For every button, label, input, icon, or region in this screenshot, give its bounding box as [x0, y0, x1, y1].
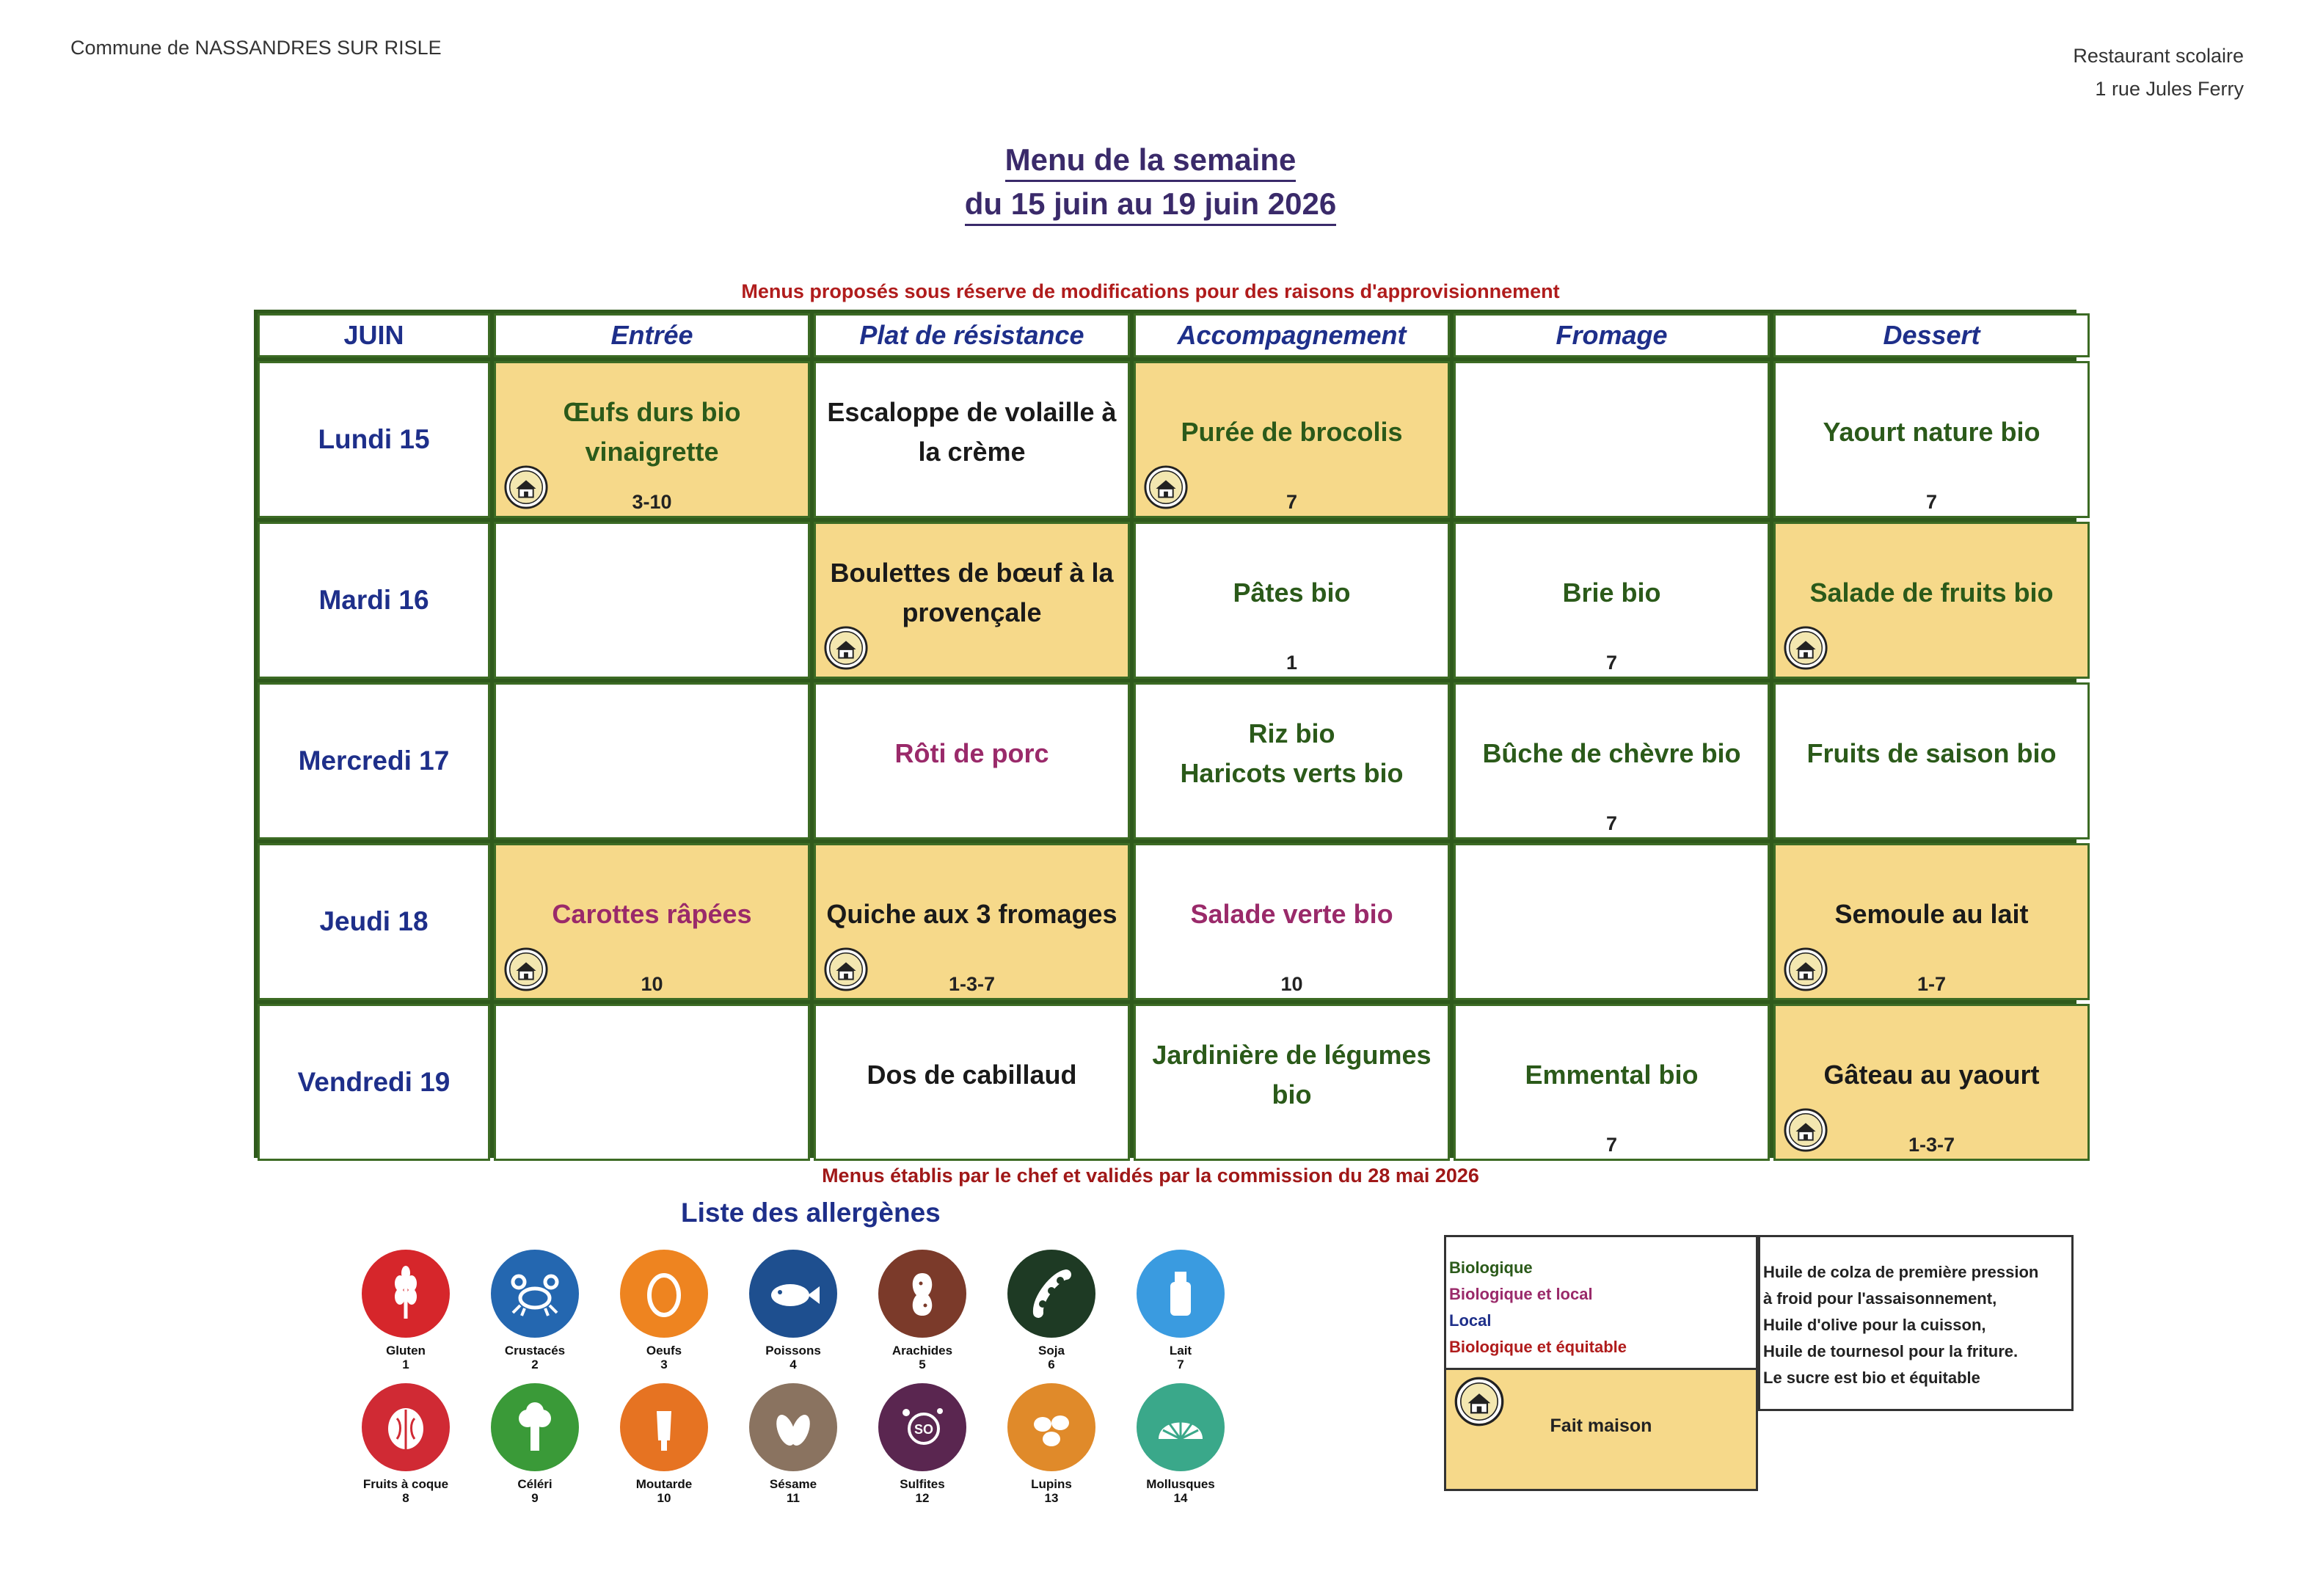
col-header-month: JUIN — [258, 313, 490, 357]
allergen-codes: 3-10 — [632, 491, 672, 513]
allergen-codes: 10 — [1280, 973, 1303, 995]
dish-line-1: Emmental bio — [1525, 1060, 1699, 1090]
menu-cell-entree — [494, 361, 810, 518]
commune-name: Commune de NASSANDRES SUR RISLE — [70, 37, 442, 59]
dish-line-1: Carottes râpées — [552, 899, 752, 929]
dish-line-1: Dos de cabillaud — [867, 1060, 1077, 1090]
legend-oil-line-5: Le sucre est bio et équitable — [1763, 1369, 1980, 1387]
menu-cell-plat — [814, 1004, 1130, 1161]
allergen-number: 11 — [787, 1491, 800, 1505]
allergen-codes: 1-7 — [1917, 973, 1947, 995]
allergen-codes: 7 — [1286, 491, 1298, 513]
menu-cell-accompagnement — [1134, 682, 1450, 839]
day-label: Lundi 15 — [258, 361, 490, 518]
legend-bio-local: Biologique et local — [1449, 1285, 1593, 1303]
dish-name — [1180, 714, 1403, 793]
dish-line-1: Brie bio — [1562, 577, 1661, 608]
day-label: Mardi 16 — [258, 522, 490, 679]
menu-cell-fromage — [1454, 361, 1770, 518]
dish-line-1: Purée de brocolis — [1181, 417, 1403, 447]
legend-oil-line-3: Huile d'olive pour la cuisson, — [1763, 1316, 1986, 1334]
allergen-codes: 7 — [1925, 491, 1938, 513]
allergen-item — [864, 1383, 981, 1505]
menu-cell-fromage — [1454, 682, 1770, 839]
legend-fait-maison — [1444, 1368, 1758, 1491]
allergen-item — [734, 1383, 852, 1505]
menu-cell-plat — [814, 522, 1130, 679]
fait-maison-icon — [1783, 625, 1828, 671]
dish-name — [564, 393, 741, 472]
allergen-codes: 1 — [1286, 652, 1298, 674]
dish-line-1: Yaourt nature bio — [1823, 417, 2041, 447]
allergen-name: Lupins — [1031, 1477, 1072, 1491]
allergen-name: Moutarde — [635, 1477, 693, 1491]
sesame-icon — [749, 1383, 837, 1471]
dish-line-2: vinaigrette — [585, 437, 719, 467]
dish-name — [1525, 1055, 1698, 1095]
allergen-name: Sésame — [769, 1477, 817, 1491]
legend-fait-maison-label: Fait maison — [1550, 1415, 1652, 1436]
shell-icon — [1137, 1383, 1225, 1471]
dish-name — [1834, 894, 2028, 934]
dish-line-1: Gâteau au yaourt — [1823, 1060, 2040, 1090]
dish-line-2: Haricots verts bio — [1180, 758, 1404, 788]
allergen-number: 14 — [1173, 1491, 1188, 1505]
allergen-item — [864, 1250, 981, 1371]
allergen-number: 9 — [531, 1491, 539, 1505]
dish-name — [894, 734, 1049, 773]
menu-cell-dessert — [1773, 682, 2090, 839]
legend-oils — [1758, 1235, 2074, 1411]
dish-line-1: Pâtes bio — [1233, 577, 1351, 608]
celery-icon — [491, 1383, 579, 1471]
allergens-title: Liste des allergènes — [681, 1198, 941, 1228]
menu-cell-fromage — [1454, 1004, 1770, 1161]
dish-name — [867, 1055, 1076, 1095]
dish-name — [1190, 894, 1393, 934]
col-header-dessert: Dessert — [1773, 313, 2090, 357]
menu-cell-accompagnement — [1134, 361, 1450, 518]
menu-cell-dessert — [1773, 1004, 2090, 1161]
egg-icon — [620, 1250, 708, 1338]
allergen-codes: 10 — [641, 973, 663, 995]
allergen-name: Soja — [1038, 1344, 1065, 1358]
legend-local: Local — [1449, 1311, 1492, 1330]
dish-name — [1809, 573, 2053, 613]
menu-cell-plat — [814, 361, 1130, 518]
dish-line-1: Boulettes de bœuf à la — [830, 558, 1114, 588]
dish-name — [552, 894, 751, 934]
fait-maison-icon — [823, 625, 869, 671]
menu-cell-plat — [814, 843, 1130, 1000]
allergen-item — [734, 1250, 852, 1371]
dish-line-1: Semoule au lait — [1834, 899, 2029, 929]
dish-name — [1823, 1055, 2039, 1095]
dish-name — [1181, 412, 1402, 452]
menu-table — [254, 310, 2076, 1158]
top-note: Menus proposés sous réserve de modifications pour des raisons d'approvisionnement — [741, 280, 1560, 302]
allergen-number: 3 — [660, 1358, 668, 1371]
legend-oil-line-4: Huile de tournesol pour la friture. — [1763, 1342, 2019, 1360]
allergen-number: 8 — [402, 1491, 409, 1505]
allergen-item — [605, 1250, 723, 1371]
allergen-number: 12 — [915, 1491, 930, 1505]
allergen-codes: 7 — [1605, 652, 1618, 674]
dish-line-1: Escaloppe de volaille à — [827, 397, 1117, 427]
allergen-item — [993, 1250, 1110, 1371]
mustard-icon — [620, 1383, 708, 1471]
dish-line-2: la crème — [918, 437, 1026, 467]
walnut-icon — [362, 1383, 450, 1471]
allergen-name: Arachides — [891, 1344, 953, 1358]
menu-cell-dessert — [1773, 522, 2090, 679]
restaurant-name: Restaurant scolaire — [2073, 45, 2244, 67]
allergen-name: Oeufs — [646, 1344, 682, 1358]
allergen-name: Crustacés — [504, 1344, 566, 1358]
menu-cell-fromage — [1454, 522, 1770, 679]
legend-bio-equitable: Biologique et équitable — [1449, 1338, 1627, 1356]
restaurant-street: 1 rue Jules Ferry — [2095, 78, 2244, 100]
allergen-item — [476, 1383, 594, 1505]
allergen-item — [347, 1383, 464, 1505]
allergen-item — [1122, 1250, 1239, 1371]
allergen-item — [605, 1383, 723, 1505]
menu-cell-entree — [494, 843, 810, 1000]
wheat-icon — [362, 1250, 450, 1338]
dish-name — [1562, 573, 1660, 613]
day-label: Jeudi 18 — [258, 843, 490, 1000]
dish-line-1: Œufs durs bio — [563, 397, 741, 427]
allergen-number: 5 — [919, 1358, 926, 1371]
menu-cell-accompagnement — [1134, 522, 1450, 679]
allergen-item — [347, 1250, 464, 1371]
fish-icon — [749, 1250, 837, 1338]
allergen-codes: 1-3-7 — [1908, 1134, 1955, 1156]
dish-name — [826, 894, 1117, 934]
allergen-name: Mollusques — [1146, 1477, 1215, 1491]
dish-line-1: Quiche aux 3 fromages — [826, 899, 1117, 929]
col-header-plat: Plat de résistance — [814, 313, 1130, 357]
allergen-number: 10 — [657, 1491, 671, 1505]
svg-text:SO: SO — [914, 1422, 934, 1437]
dish-name — [830, 553, 1113, 633]
allergen-name: Céléri — [517, 1477, 553, 1491]
day-label: Vendredi 19 — [258, 1004, 490, 1161]
menu-cell-dessert — [1773, 843, 2090, 1000]
bottom-note: Menus établis par le chef et validés par la commission du 28 mai 2026 — [822, 1165, 1479, 1187]
fait-maison-icon — [1783, 1107, 1828, 1153]
menu-cell-entree — [494, 1004, 810, 1161]
col-header-entree: Entrée — [494, 313, 810, 357]
allergen-item — [1122, 1383, 1239, 1505]
page-title — [0, 138, 2301, 226]
dish-name — [827, 393, 1116, 472]
allergen-name: Sulfites — [900, 1477, 945, 1491]
lupin-icon — [1007, 1383, 1095, 1471]
dish-name — [1152, 1035, 1431, 1115]
legend-oil-line-2: à froid pour l'assaisonnement, — [1763, 1289, 1997, 1308]
menu-cell-plat — [814, 682, 1130, 839]
col-header-fromage: Fromage — [1454, 313, 1770, 357]
allergen-number: 13 — [1044, 1491, 1059, 1505]
dish-line-1: Jardinière de légumes — [1152, 1040, 1432, 1070]
dish-line-1: Rôti de porc — [894, 738, 1049, 768]
allergen-name: Gluten — [386, 1344, 426, 1358]
fait-maison-icon — [823, 947, 869, 992]
title-line-1: Menu de la semaine — [1005, 140, 1297, 182]
allergen-codes: 1-3-7 — [948, 973, 996, 995]
allergen-name: Lait — [1169, 1344, 1192, 1358]
fait-maison-icon — [1783, 947, 1828, 992]
allergen-number: 2 — [531, 1358, 539, 1371]
fait-maison-icon — [1143, 464, 1189, 510]
legend-color-key — [1444, 1235, 1758, 1370]
dish-line-1: Salade de fruits bio — [1809, 577, 2054, 608]
dish-line-2: provençale — [902, 597, 1042, 627]
milk-icon — [1137, 1250, 1225, 1338]
menu-cell-accompagnement — [1134, 1004, 1450, 1161]
menu-cell-entree — [494, 682, 810, 839]
day-label: Mercredi 17 — [258, 682, 490, 839]
fait-maison-icon — [503, 947, 549, 992]
allergen-number: 7 — [1177, 1358, 1184, 1371]
allergen-name: Fruits à coque — [362, 1477, 449, 1491]
menu-cell-fromage — [1454, 843, 1770, 1000]
peanut-icon — [878, 1250, 966, 1338]
legend-biologique: Biologique — [1449, 1258, 1533, 1277]
menu-cell-entree — [494, 522, 810, 679]
allergen-codes: 7 — [1605, 1134, 1618, 1156]
soy-icon — [1007, 1250, 1095, 1338]
allergen-item — [476, 1250, 594, 1371]
dish-line-1: Salade verte bio — [1190, 899, 1393, 929]
allergen-number: 4 — [790, 1358, 797, 1371]
fait-maison-icon — [503, 464, 549, 510]
allergen-number: 1 — [402, 1358, 409, 1371]
dish-line-2: bio — [1272, 1079, 1312, 1109]
dish-name — [1806, 734, 2056, 773]
title-line-2: du 15 juin au 19 juin 2026 — [965, 184, 1337, 226]
dish-line-1: Riz bio — [1248, 718, 1335, 748]
dish-line-1: Bûche de chèvre bio — [1482, 738, 1741, 768]
restaurant-address — [2073, 40, 2244, 106]
menu-cell-accompagnement — [1134, 843, 1450, 1000]
allergen-name: Poissons — [765, 1344, 821, 1358]
allergen-codes: 7 — [1605, 812, 1618, 834]
allergen-item — [993, 1383, 1110, 1505]
dish-name — [1482, 734, 1740, 773]
sulfites-icon — [878, 1383, 966, 1471]
dish-name — [1823, 412, 2040, 452]
dish-name — [1233, 573, 1350, 613]
crab-icon — [491, 1250, 579, 1338]
legend-oil-line-1: Huile de colza de première pression — [1763, 1263, 2039, 1281]
menu-cell-dessert — [1773, 361, 2090, 518]
allergen-number: 6 — [1048, 1358, 1055, 1371]
dish-line-1: Fruits de saison bio — [1806, 738, 2057, 768]
col-header-accompagnement: Accompagnement — [1134, 313, 1450, 357]
